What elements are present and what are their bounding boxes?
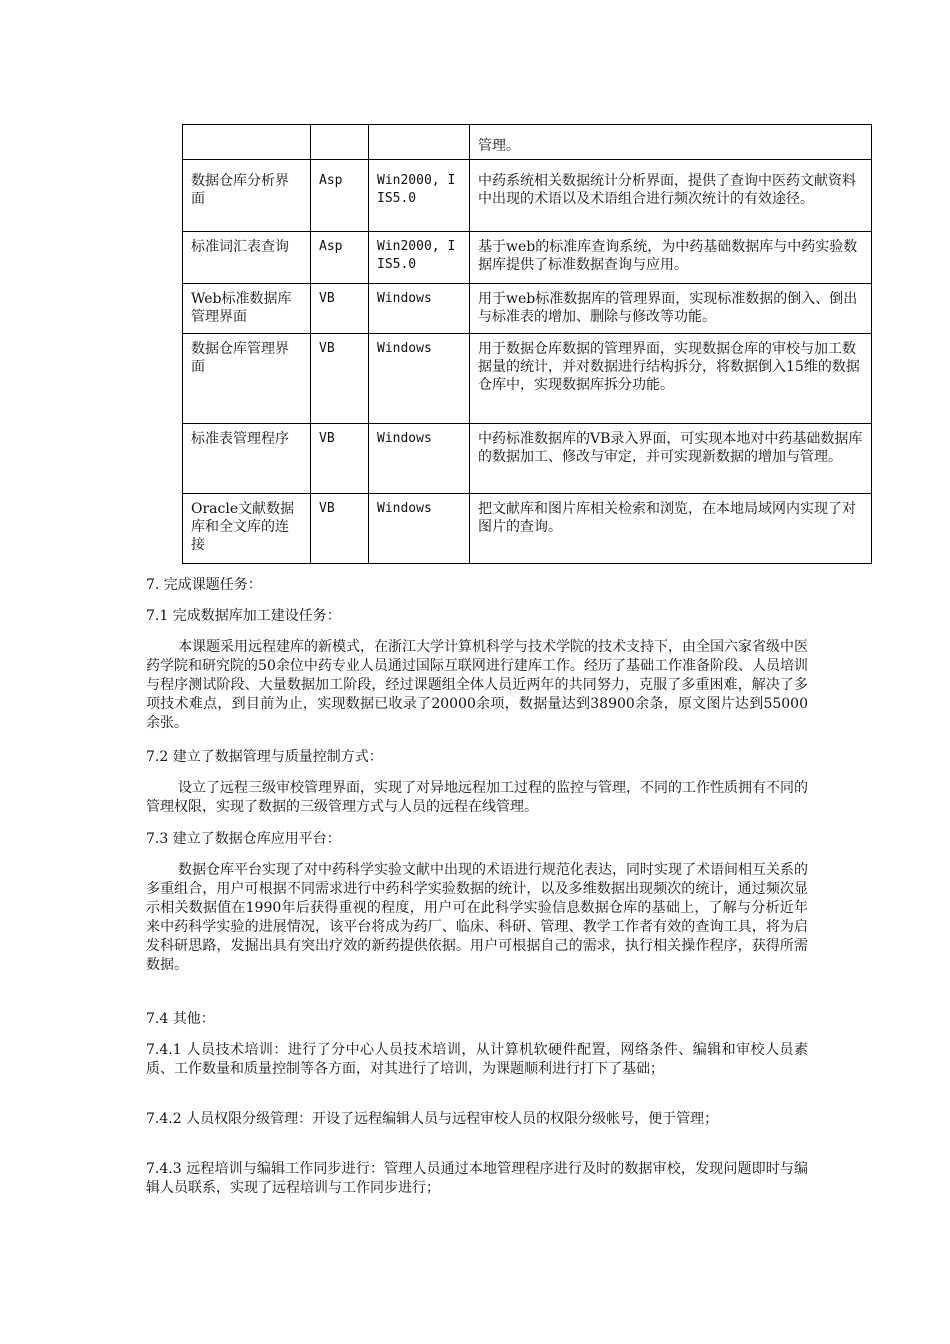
table-row — [183, 424, 872, 494]
module-name-cell: Web标准数据库管理界面 — [183, 284, 311, 334]
language-cell: Asp — [311, 232, 369, 284]
language-cell: VB — [311, 424, 369, 494]
table-row — [183, 334, 872, 424]
table-row — [183, 232, 872, 284]
language-cell: VB — [311, 494, 369, 564]
environment-cell: Win2000, IIS5.0 — [369, 160, 470, 232]
description-cell: 用于数据仓库数据的管理界面，实现数据仓库的审校与加工数据量的统计，并对数据进行结构拆分，将数据倒入15维的数据仓库中，实现数据库拆分功能。 — [470, 334, 872, 424]
environment-cell: Windows — [369, 494, 470, 564]
module-name-cell: 标准词汇表查询 — [183, 232, 311, 284]
paragraph-7-4-2: 7.4.2 人员权限分级管理：开设了远程编辑人员与远程审校人员的权限分级帐号，便于管理； — [146, 1111, 719, 1127]
description-cell: 中药系统相关数据统计分析界面，提供了查询中医药文献资料中出现的术语以及术语组合进行频次统计的有效途径。 — [470, 160, 872, 232]
module-name-cell: 数据仓库管理界面 — [183, 334, 311, 424]
paragraph-7-3: 数据仓库平台实现了对中药科学实验文献中出现的术语进行规范化表达，同时实现了术语间相互关系的多重组合，用户可根据不同需求进行中药科学实验数据的统计，以及多维数据出现频次的统计，通过频次显示相关数据值在1990年后获得重视的程度，用户可在此科学实验信息数据仓库的基础上，了解与分析近年来中药科学实验的进展情况，该平台将成为药厂、临床、科研、管理、教学工作者有效的查询工具，将为启发科研思路，发掘出具有突出疗效的新药提供依据。用户可根据自己的需求，执行相关操作程序，获得所需数据。 — [146, 862, 808, 973]
environment-cell: Windows — [369, 424, 470, 494]
paragraph-7-4-1: 7.4.1 人员技术培训：进行了分中心人员技术培训，从计算机软硬件配置，网络条件、编辑和审校人员素质、工作数量和质量控制等各方面，对其进行了培训，为课题顺利进行打下了基础； — [146, 1042, 808, 1077]
module-name-cell: Oracle文献数据库和全文库的连接 — [183, 494, 311, 564]
language-cell — [311, 125, 369, 160]
section-heading-7-1: 7.1 完成数据库加工建设任务： — [146, 608, 341, 624]
table-row — [183, 494, 872, 564]
environment-cell: Windows — [369, 334, 470, 424]
table-row — [183, 125, 872, 160]
environment-cell: Windows — [369, 284, 470, 334]
section-heading-7-4: 7.4 其他： — [146, 1011, 215, 1027]
table-row — [183, 160, 872, 232]
module-name-cell — [183, 125, 311, 160]
section-heading-7: 7. 完成课题任务： — [146, 577, 262, 593]
description-cell: 把文献库和图片库相关检索和浏览，在本地局域网内实现了对图片的查询。 — [470, 494, 872, 564]
table-row — [183, 284, 872, 334]
section-heading-7-3: 7.3 建立了数据仓库应用平台： — [146, 831, 341, 847]
description-cell: 中药标准数据库的VB录入界面，可实现本地对中药基础数据库的数据加工、修改与审定，并可实现新数据的增加与管理。 — [470, 424, 872, 494]
environment-cell — [369, 125, 470, 160]
module-name-cell: 标准表管理程序 — [183, 424, 311, 494]
module-name-cell: 数据仓库分析界面 — [183, 160, 311, 232]
environment-cell: Win2000, IIS5.0 — [369, 232, 470, 284]
language-cell: VB — [311, 284, 369, 334]
description-cell: 管理。 — [470, 125, 872, 160]
language-cell: Asp — [311, 160, 369, 232]
paragraph-7-4-3: 7.4.3 远程培训与编辑工作同步进行：管理人员通过本地管理程序进行及时的数据审校，发现问题即时与编辑人员联系，实现了远程培训与工作同步进行； — [146, 1161, 808, 1196]
description-cell: 基于web的标准库查询系统，为中药基础数据库与中药实验数据库提供了标准数据查询与应用。 — [470, 232, 872, 284]
paragraph-7-2: 设立了远程三级审校管理界面，实现了对异地远程加工过程的监控与管理，不同的工作性质拥有不同的管理权限，实现了数据的三级管理方式与人员的远程在线管理。 — [146, 780, 808, 815]
paragraph-7-1: 本课题采用远程建库的新模式，在浙江大学计算机科学与技术学院的技术支持下，由全国六家省级中医药学院和研究院的50余位中药专业人员通过国际互联网进行建库工作。经历了基础工作准备阶段、人员培训与程序测试阶段、大量数据加工阶段，经过课题组全体人员近两年的共同努力，克服了多重困难，解决了多项技术难点，到目前为止，实现数据已收录了20000余项，数据量达到38900余条，原文图片达到55000余张。 — [146, 639, 808, 731]
description-cell: 用于web标准数据库的管理界面，实现标准数据的倒入、倒出与标准表的增加、删除与修改等功能。 — [470, 284, 872, 334]
language-cell: VB — [311, 334, 369, 424]
section-heading-7-2: 7.2 建立了数据管理与质量控制方式： — [146, 749, 383, 765]
system-modules-table — [182, 124, 872, 564]
